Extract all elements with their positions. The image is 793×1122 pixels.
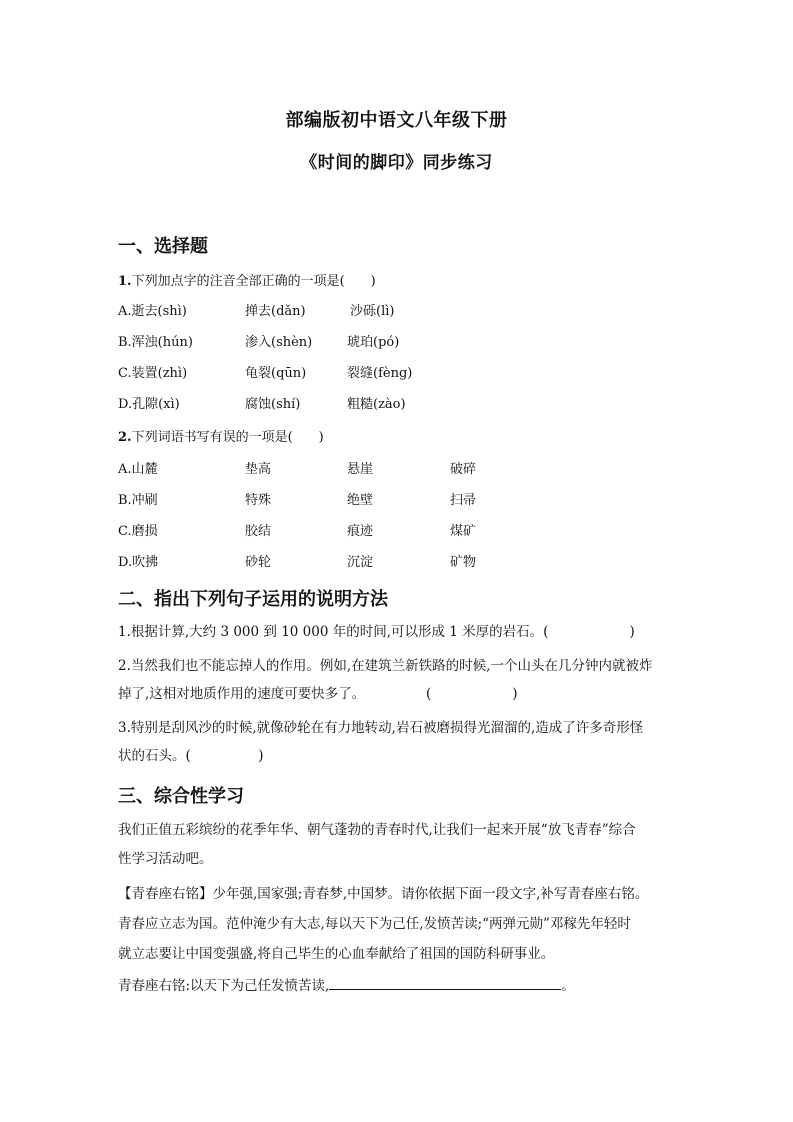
motto-answer-prefix: 青春座右铭:以天下为己任发愤苦读, <box>118 978 330 994</box>
q1-option-d-2: 腐蚀(shí) <box>245 397 301 412</box>
q2-option-d-1: D.吹拂 <box>118 555 159 570</box>
q2-option-c-3: 痕迹 <box>347 524 374 539</box>
q2-option-b-3: 绝壁 <box>347 493 374 508</box>
q2-option-d-2: 砂轮 <box>245 555 272 570</box>
q1-option-a-2: 掸去(dǎn) <box>245 304 306 319</box>
q2-option-a-4: 破碎 <box>450 462 477 477</box>
motto-answer-suffix: 。 <box>561 978 575 994</box>
method-question-1: 1.根据计算,大约 3 000 到 10 000 年的时间,可以形成 1 米厚的岩石。( ) <box>118 624 635 640</box>
q1-option-b-2: 渗入(shèn) <box>245 335 313 350</box>
question-number: 2. <box>118 430 132 445</box>
q1-option-a-3: 沙砾(lì) <box>350 304 395 319</box>
q2-option-d-4: 矿物 <box>450 555 477 570</box>
question-1 <box>118 270 376 289</box>
method-question-3-line-1: 3.特别是刮风沙的时候,就像砂轮在有力地转动,岩石被磨损得光溜溜的,造成了许多奇形怪 <box>118 720 644 736</box>
activity-intro-line-2: 性学习活动吧。 <box>118 851 213 867</box>
question-2 <box>118 426 324 445</box>
page-subtitle: 《时间的脚印》同步练习 <box>300 153 493 173</box>
section-heading-choice: 一、选择题 <box>118 236 208 257</box>
q1-option-b-1: B.浑浊(hún) <box>118 335 193 350</box>
q1-option-c-3: 裂缝(fèng) <box>347 366 413 381</box>
motto-passage-line-1: 青春应立志为国。范仲淹少有大志,每以天下为己任,发愤苦读;“两弹元勋”邓稼先年轻时 <box>118 916 631 932</box>
method-question-2-line-2: 掉了,这相对地质作用的速度可要快多了。 ( ) <box>118 686 518 702</box>
section-heading-comprehensive: 三、综合性学习 <box>118 786 244 807</box>
motto-answer-blank[interactable] <box>329 975 561 990</box>
motto-passage-line-2: 就立志要让中国变强盛,将自己毕生的心血奉献给了祖国的国防科研事业。 <box>118 946 555 962</box>
method-question-2-line-1: 2.当然我们也不能忘掉人的作用。例如,在建筑兰新铁路的时候,一个山头在几分钟内就被炸 <box>118 658 653 674</box>
question-text: 下列词语书写有误的一项是( ) <box>131 430 324 445</box>
q2-option-b-1: B.冲刷 <box>118 493 158 508</box>
q1-option-c-1: C.装置(zhì) <box>118 366 188 381</box>
q1-option-c-2: 龟裂(qūn) <box>245 366 307 381</box>
motto-task-line: 【青春座右铭】少年强,国家强;青春梦,中国梦。请你依据下面一段文字,补写青春座右铭。 <box>118 886 649 902</box>
q1-option-d-3: 粗糙(zào) <box>347 397 406 412</box>
q2-option-a-1: A.山麓 <box>118 462 158 477</box>
motto-answer-line <box>118 972 575 1001</box>
activity-intro-line-1: 我们正值五彩缤纷的花季年华、朝气蓬勃的青春时代,让我们一起来开展“放飞青春”综合 <box>118 822 636 838</box>
q2-option-b-2: 特殊 <box>245 493 272 508</box>
q1-option-b-3: 琥珀(pó) <box>347 335 400 350</box>
q1-option-a-1: A.逝去(shì) <box>118 304 187 319</box>
method-question-3-line-2: 状的石头。( ) <box>118 748 264 764</box>
q2-option-c-1: C.磨损 <box>118 524 158 539</box>
q1-option-d-1: D.孔隙(xì) <box>118 397 180 412</box>
q2-option-b-4: 扫帚 <box>450 493 477 508</box>
question-number: 1. <box>118 274 132 289</box>
section-heading-methods: 二、指出下列句子运用的说明方法 <box>118 589 388 610</box>
q2-option-a-3: 悬崖 <box>347 462 374 477</box>
page-title: 部编版初中语文八年级下册 <box>285 110 508 131</box>
q2-option-d-3: 沉淀 <box>347 555 374 570</box>
question-text: 下列加点字的注音全部正确的一项是( ) <box>131 274 376 289</box>
q2-option-c-2: 胶结 <box>245 524 272 539</box>
q2-option-c-4: 煤矿 <box>450 524 477 539</box>
q2-option-a-2: 垫高 <box>245 462 272 477</box>
